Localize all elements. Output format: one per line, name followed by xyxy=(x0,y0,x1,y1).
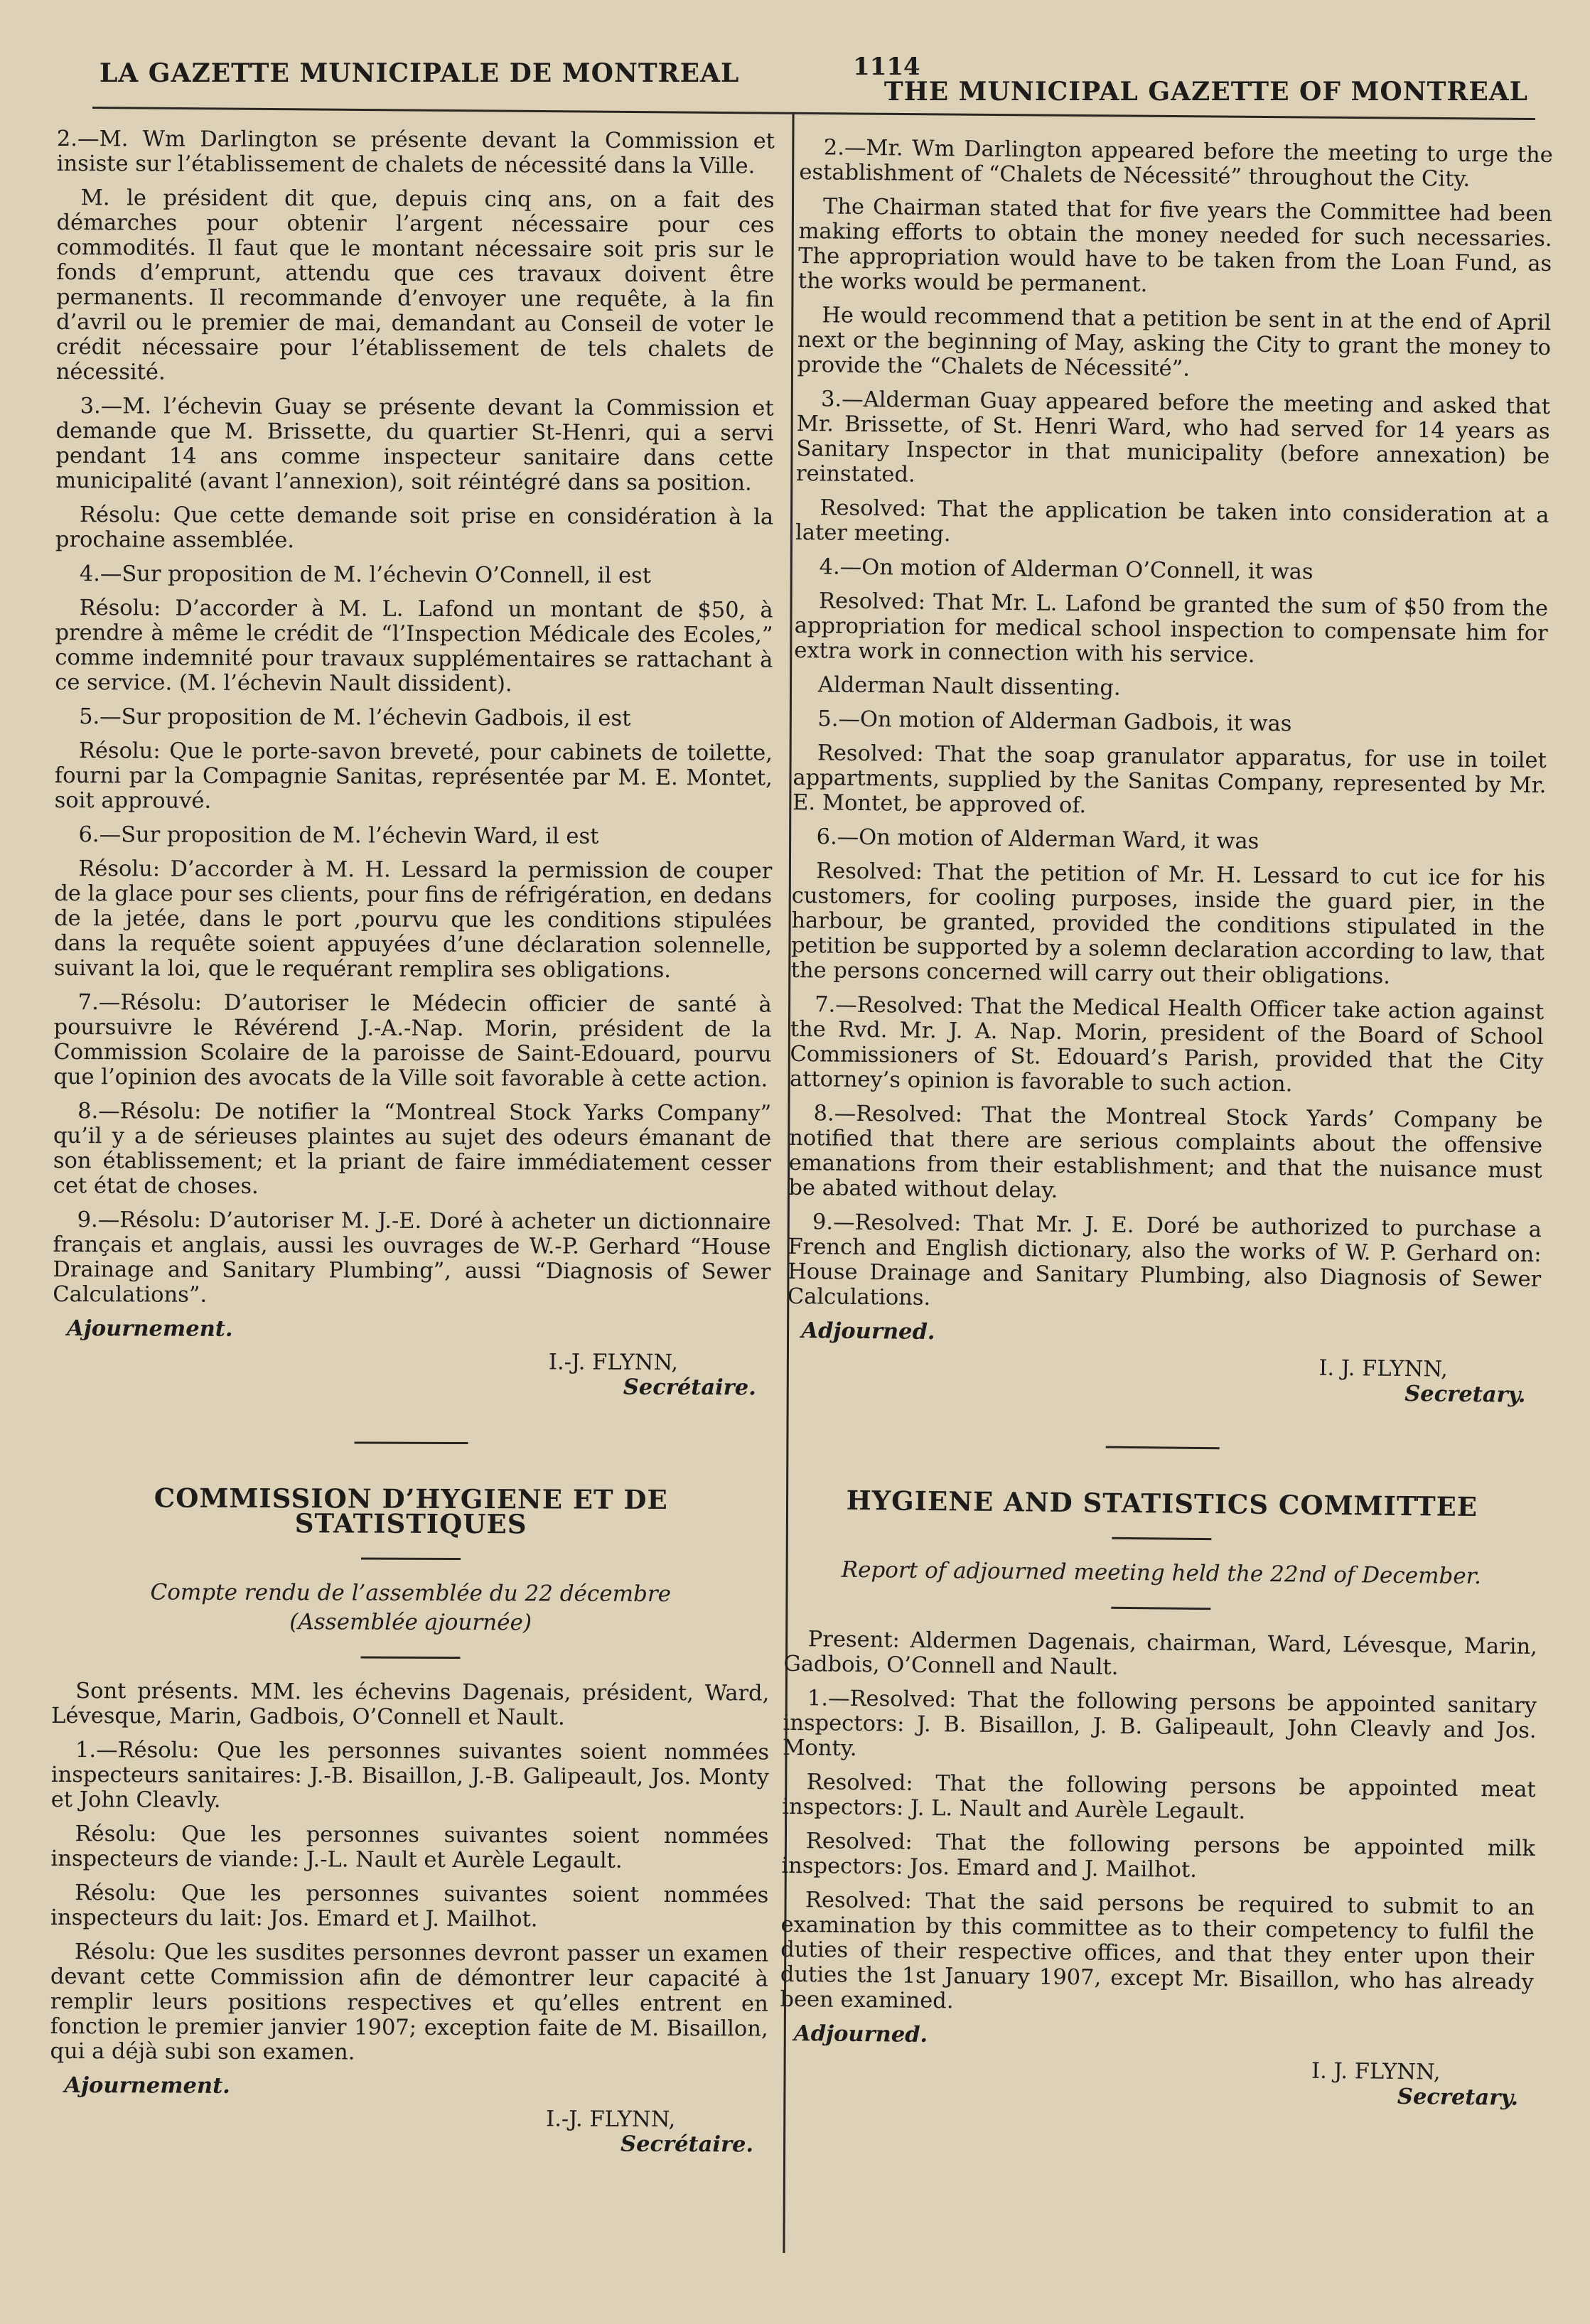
en-paragraph: 2.—Mr. Wm Darlington appeared before the meeting to urge the establishment of “Chalets de Nécessité” throughout the City. xyxy=(799,135,1553,192)
en-adjournment: Adjourned. xyxy=(801,1318,935,1345)
fr-paragraph: 3.—M. l’échevin Guay se présente devant la Commission et demande que M. Brissette, du quartier St-Henri, qui a servi pendant 14 ans comme inspecteur sanitaire dans cette municipalité (avant l’annexion), soit réintégré dans sa position. xyxy=(55,394,774,496)
fr-section-paragraph: Sont présents. MM. les échevins Dagenais, président, Ward, Lévesque, Marin, Gadbois, O’Connell et Nault. xyxy=(51,1679,770,1731)
fr-paragraph: Résolu: D’accorder à M. H. Lessard la permission de couper de la glace pour ses clients, pour fins de réfrigération, en dedans de la jetée, dans le port ,pourvu que les conditions stipulées dans la requête soient appuyées d’une déclaration solennelle, suivant la loi, que le requérant remplira ses obligations. xyxy=(53,856,773,984)
fr-paragraph: 8.—Résolu: De notifier la “Montreal Stock Yarks Company” qu’il y a de sérieuses plaintes au sujet des odeurs émanant de son établissement; et la priant de faire immédiatement cesser cet état de choses. xyxy=(53,1099,772,1199)
fr-signature-title: Secrétaire. xyxy=(623,1374,756,1401)
en-subtitle-rule xyxy=(1111,1607,1210,1610)
en-paragraph: 9.—Resolved: That Mr. J. E. Doré be authorized to purchase a French and English dictionary, also the works of W. P. Gerhard on: House Drainage and Sanitary Plumbing, also Diagnosis of Sewer Calculations. xyxy=(787,1210,1542,1311)
fr-section-subtitle-2: (Assemblée ajournée) xyxy=(289,1609,532,1636)
fr-paragraph: Résolu: Que cette demande soit prise en considération à la prochaine assemblée. xyxy=(55,502,774,554)
french-column xyxy=(50,127,775,2158)
fr-paragraph: 9.—Résolu: D’autoriser M. J.-E. Doré à acheter un dictionnaire français et anglais, aussi les ouvrages de W.-P. Gerhard “House Drainage and Sanitary Plumbing”, aussi “Diagnosis of Sewer Calculations”. xyxy=(53,1207,771,1308)
en-paragraph: Alderman Nault dissenting. xyxy=(817,672,1121,701)
en-section-signature-name: I. J. FLYNN, xyxy=(1311,2058,1441,2085)
en-signature-name: I. J. FLYNN, xyxy=(1318,1355,1449,1382)
fr-adjournment: Ajournement. xyxy=(67,1316,233,1342)
header-english-title: THE MUNICIPAL GAZETTE OF MONTREAL xyxy=(883,77,1528,107)
en-paragraph: Resolved: That Mr. L. Lafond be granted the sum of $50 from the appropriation for medical school inspection to compensate him for extra work in connection with his service. xyxy=(794,588,1549,668)
en-paragraph: 8.—Resolved: That the Montreal Stock Yards’ Company be notified that there are serious complaints about the offensive emanations from their establishment; and that the nuisance must be abated without delay. xyxy=(788,1101,1543,1203)
en-paragraph: 5.—On motion of Alderman Gadbois, it was xyxy=(817,706,1292,737)
fr-section-paragraph: Résolu: Que les personnes suivantes soient nommées inspecteurs de viande: J.-L. Nault et Aurèle Legault. xyxy=(50,1822,769,1873)
fr-paragraph: 6.—Sur proposition de M. l’échevin Ward, il est xyxy=(78,822,599,849)
en-section-paragraph: Resolved: That the following persons be appointed milk inspectors: Jos. Emard and J. Mailhot. xyxy=(781,1829,1535,1883)
en-signature-title: Secretary. xyxy=(1404,1381,1526,1408)
fr-section-signature-name: I.-J. FLYNN, xyxy=(546,2107,676,2133)
fr-paragraph: 7.—Résolu: D’autoriser le Médecin officier de santé à poursuivre le Révérend J.-A.-Nap. Morin, président de la Commission Scolaire de la paroisse de Saint-Edouard, pourvu que l’opinion des avocats de la Ville soit favorable à cette action. xyxy=(53,990,772,1092)
fr-paragraph: 2.—M. Wm Darlington se présente devant la Commission et insiste sur l’établissement de chalets de nécessité dans la Ville. xyxy=(56,127,775,179)
en-section-signature-title: Secretary. xyxy=(1397,2083,1519,2111)
en-paragraph: Resolved: That the soap granulator apparatus, for use in toilet appartments, supplied by the Sanitas Company, represented by Mr. E. Montet, be approved of. xyxy=(792,741,1547,819)
page-number: 1114 xyxy=(853,53,920,81)
fr-section-adjournment: Ajournement. xyxy=(64,2072,230,2099)
fr-subtitle-rule xyxy=(360,1657,460,1659)
en-section-adjournment: Adjourned. xyxy=(793,2021,928,2048)
en-paragraph: 3.—Alderman Guay appeared before the meeting and asked that Mr. Brissette, of St. Henri Ward, who had served for 14 years as Sanitary Inspector in that municipality (before annexation) be reinstated. xyxy=(795,387,1551,488)
fr-paragraph: Résolu: Que le porte-savon breveté, pour cabinets de toilette, fourni par la Compagnie Sanitas, représentée par M. E. Montet, soit approuvé. xyxy=(54,738,773,814)
fr-paragraph: Résolu: D’accorder à M. L. Lafond un montant de $50, à prendre à même le crédit de “l’Inspection Médicale des Ecoles,” comme indemnité pour travaux supplémentaires se rattachant à ce service. (M. l’échevin Nault dissident). xyxy=(55,596,773,697)
fr-section-paragraph: Résolu: Que les personnes suivantes soient nommées inspecteurs du lait: Jos. Emard et J. Mailhot. xyxy=(50,1881,769,1932)
fr-section-subtitle: Compte rendu de l’assemblée du 22 décembre xyxy=(150,1579,672,1608)
fr-paragraph: M. le président dit que, depuis cinq ans, on a fait des démarches pour obtenir l’argent nécessaire pour ces commodités. Il faut que le montant nécessaire soit pris sur le fonds d’emprunt, attendu que ces travaux doivent être permanents. Il recommande d’envoyer une requête, à la fin d’avril ou le premier de mai, demandant au Conseil de voter le crédit nécessaire pour l’établissement de tels chalets de nécessité. xyxy=(55,185,775,385)
fr-section-paragraph: 1.—Résolu: Que les personnes suivantes soient nommées inspecteurs sanitaires: J.-B. Bisaillon, J.-B. Galipeault, Jos. Monty et John Cleavly. xyxy=(50,1738,770,1813)
header-french-title: LA GAZETTE MUNICIPALE DE MONTREAL xyxy=(100,58,740,88)
en-paragraph: The Chairman stated that for five years the Committee had been making efforts to obtain the money needed for such necessaries. The appropriation would have to be taken from the Loan Fund, as the works would be permanent. xyxy=(797,194,1553,298)
en-section-heading: HYGIENE AND STATISTICS COMMITTEE xyxy=(846,1484,1478,1523)
fr-section-signature-title: Secrétaire. xyxy=(621,2131,754,2158)
en-paragraph: 7.—Resolved: That the Medical Health Officer take action against the Rvd. Mr. J. A. Nap. Morin, president of the Board of School Commissioners of St. Edouard’s Parish, provided that the City attorney’s opinion is favorable to such action. xyxy=(789,992,1545,1097)
fr-section-rule xyxy=(355,1441,468,1444)
english-column xyxy=(779,135,1553,2111)
en-paragraph: 4.—On motion of Alderman O’Connell, it was xyxy=(819,554,1314,585)
en-section-paragraph: Resolved: That the said persons be required to submit to an examination by this committee as to their competency to fulfil the duties of their respective offices, and that they enter upon their duties the 1st January 1907, except Mr. Bisaillon, who has already been examined. xyxy=(780,1888,1535,2014)
en-paragraph: Resolved: That the application be taken into consideration at a later meeting. xyxy=(795,495,1549,547)
en-paragraph: 6.—On motion of Alderman Ward, it was xyxy=(816,824,1259,854)
en-section-paragraph: Resolved: That the following persons be appointed meat inspectors: J. L. Nault and Aurèle Legault. xyxy=(782,1770,1536,1824)
fr-section-heading: COMMISSION D’HYGIENE ET DE STATISTIQUES xyxy=(154,1482,668,1540)
fr-paragraph: 5.—Sur proposition de M. l’échevin Gadbois, il est xyxy=(79,704,631,731)
fr-signature-name: I.-J. FLYNN, xyxy=(548,1350,678,1376)
en-heading-rule xyxy=(1112,1537,1211,1540)
en-paragraph: Resolved: That the petition of Mr. H. Lessard to cut ice for his customers, for cooling purposes, inside the guard pier, in the harbour, be granted, provided the conditions stipulated in the petition be supported by a solemn declaration according to law, that the persons concerned will carry out their obligations. xyxy=(790,859,1546,989)
page-header xyxy=(100,51,1528,115)
en-section-paragraph: 1.—Resolved: That the following persons be appointed sanitary inspectors: J. B. Bisaillon, J. B. Galipeault, John Cleavly and Jos. Monty. xyxy=(783,1686,1537,1761)
fr-section-paragraph: Résolu: Que les susdites personnes devront passer un examen devant cette Commission afin de démontrer leur capacité à remplir leurs positions respectives et qu’elles entrent en fonction le premier janvier 1907; exception faite de M. Bisaillon, qui a déjà subi son examen. xyxy=(50,1940,769,2065)
fr-heading-rule xyxy=(361,1558,461,1560)
en-section-rule xyxy=(1106,1446,1220,1450)
en-paragraph: He would recommend that a petition be sent in at the end of April next or the beginning of May, asking the City to grant the money to provide the “Chalets de Nécessité”. xyxy=(797,303,1552,382)
en-section-paragraph: Present: Aldermen Dagenais, chairman, Ward, Lévesque, Marin, Gadbois, O’Connell and Nault. xyxy=(783,1627,1537,1680)
fr-paragraph: 4.—Sur proposition de M. l’échevin O’Connell, il est xyxy=(79,561,652,588)
en-section-subtitle: Report of adjourned meeting held the 22nd of December. xyxy=(841,1556,1482,1590)
